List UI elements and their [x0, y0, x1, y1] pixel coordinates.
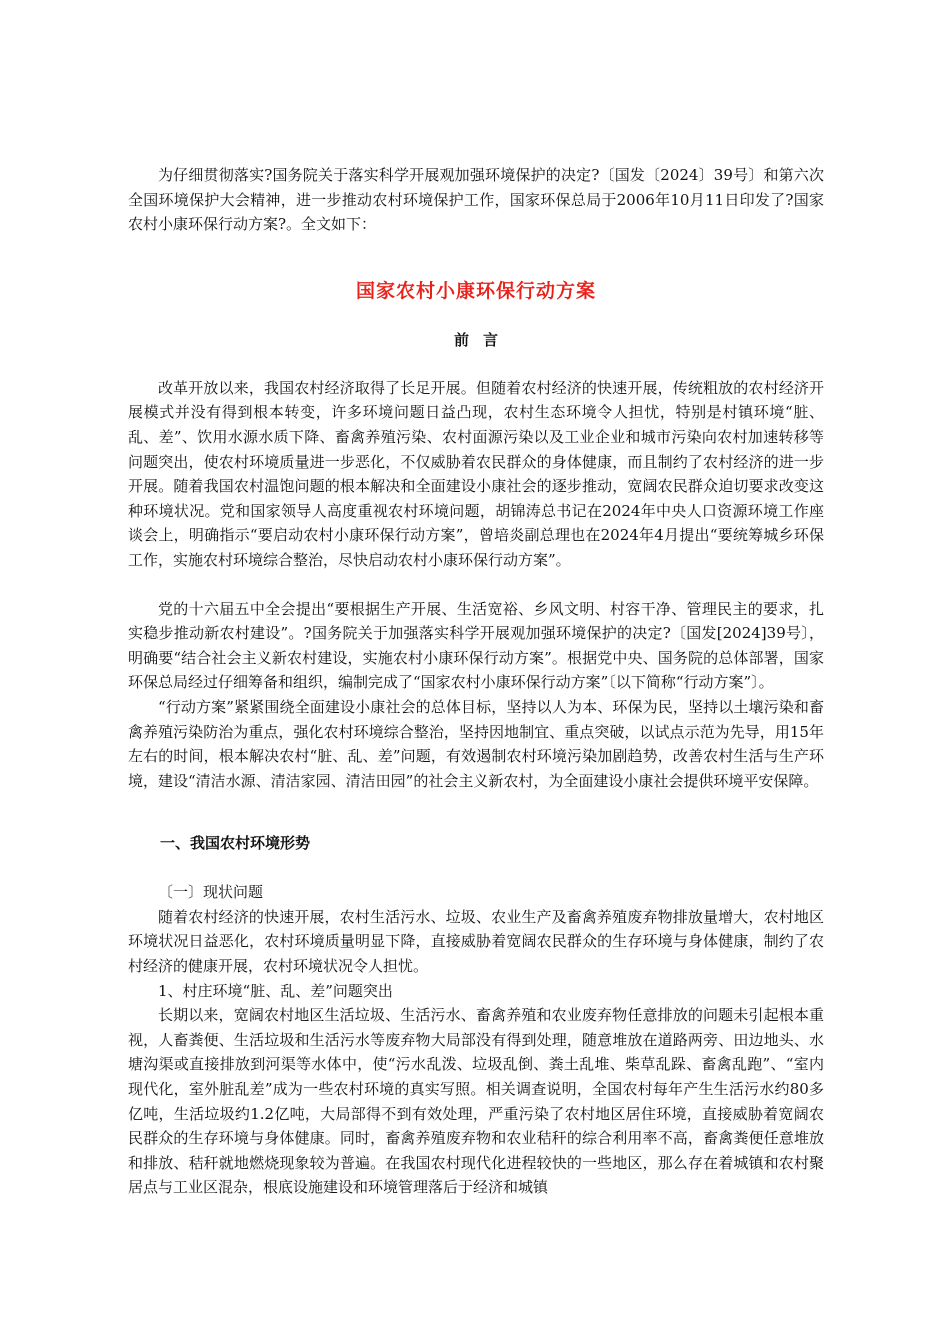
section-heading-1: 一、我国农村环境形势 — [160, 834, 311, 853]
item-paragraph-1: 长期以来，宽阔农村地区生活垃圾、生活污水、畜禽养殖和农业废弃物任意排放的问题未引起根本重视，人畜粪便、生活垃圾和生活污水等废弃物大局部没有得到处理，随意堆放在道路两旁、田边地头、水塘沟渠或直接排放到河渠等水体中，使“污水乱泼、垃圾乱倒、粪土乱堆、柴草乱跺、畜禽乱跑”、“室内现代化，室外脏乱差”成为一些农村环境的真实写照。相关调查说明，全国农村每年产生生活污水约80多亿吨，生活垃圾约1.2亿吨，大局部得不到有效处理，严重污染了农村地区居住环境，直接威胁着宽阔农民群众的生存环境与身体健康。同时，畜禽养殖废弃物和农业秸秆的综合利用率不高，畜禽粪便任意堆放和排放、秸秆就地燃烧现象较为普遍。在我国农村现代化进程较快的一些地区，那么存在着城镇和农村聚居点与工业区混杂，根底设施建设和环境管理落后于经济和城镇 — [128, 1006, 824, 1197]
subsection-paragraph-1: 随着农村经济的快速开展，农村生活污水、垃圾、农业生产及畜禽养殖废弃物排放量增大，农村地区环境状况日益恶化，农村环境质量明显下降，直接威胁着宽阔农民群众的生存环境与身体健康，制约了农村经济的健康开展，农村环境状况令人担忧。 — [128, 907, 824, 976]
body-paragraph-1: 改革开放以来，我国农村经济取得了长足开展。但随着农村经济的快速开展，传统粗放的农村经济开展模式并没有得到根本转变，许多环境问题日益凸现，农村生态环境令人担忧，特别是村镇环境“脏、乱、差”、饮用水源水质下降、畜禽养殖污染、农村面源污染以及工业企业和城市污染向农村加速转移等问题突出，使农村环境质量进一步恶化，不仅威胁着农民群众的身体健康，而且制约了农村经济的进一步开展。随着我国农村温饱问题的根本解决和全面建设小康社会的逐步推动，宽阔农民群众迫切要求改变这种环境状况。党和国家领导人高度重视农村环境问题，胡锦涛总书记在2024年中央人口资源环境工作座谈会上，明确指示“要启动农村小康环保行动方案”，曾培炎副总理也在2024年4月提出“要统筹城乡环保工作，实施农村环境综合整治，尽快启动农村小康环保行动方案”。 — [128, 378, 824, 569]
preface-heading: 前言 — [453, 330, 512, 349]
body-paragraph-2: 党的十六届五中全会提出“要根据生产开展、生活宽裕、乡风文明、村容干净、管理民主的要求，扎实稳步推动新农村建设”。?国务院关于加强落实科学开展观加强环境保护的决定?〔国发[2024]39号〕，明确要“结合社会主义新农村建设，实施农村小康环保行动方案”。根据党中央、国务院的总体部署，国家环保总局经过仔细筹备和组织，编制完成了“国家农村小康环保行动方案”〔以下简称“行动方案”〕。 — [128, 599, 824, 692]
intro-paragraph: 为仔细贯彻落实?国务院关于落实科学开展观加强环境保护的决定?〔国发〔2024〕39号〕和第六次全国环境保护大会精神，进一步推动农村环境保护工作，国家环保总局于2006年10月11日印发了?国家农村小康环保行动方案?。全文如下： — [128, 166, 824, 234]
document-page — [128, 163, 824, 1200]
body-paragraph-3: “行动方案”紧紧围绕全面建设小康社会的总体目标，坚持以人为本、环保为民，坚持以土壤污染和畜禽养殖污染防治为重点，强化农村环境综合整治，坚持因地制宜、重点突破，以试点示范为先导，用15年左右的时间，根本解决农村“脏、乱、差”问题，有效遏制农村环境污染加剧趋势，改善农村生活与生产环境，建设“清洁水源、清洁家园、清洁田园”的社会主义新农村，为全面建设小康社会提供环境平安保障。 — [128, 697, 824, 790]
item-heading-1: 1、村庄环境“脏、乱、差”问题突出 — [158, 981, 393, 1000]
document-title: 国家农村小康环保行动方案 — [355, 279, 596, 302]
subsection-heading-1: 〔一〕现状问题 — [158, 883, 264, 902]
